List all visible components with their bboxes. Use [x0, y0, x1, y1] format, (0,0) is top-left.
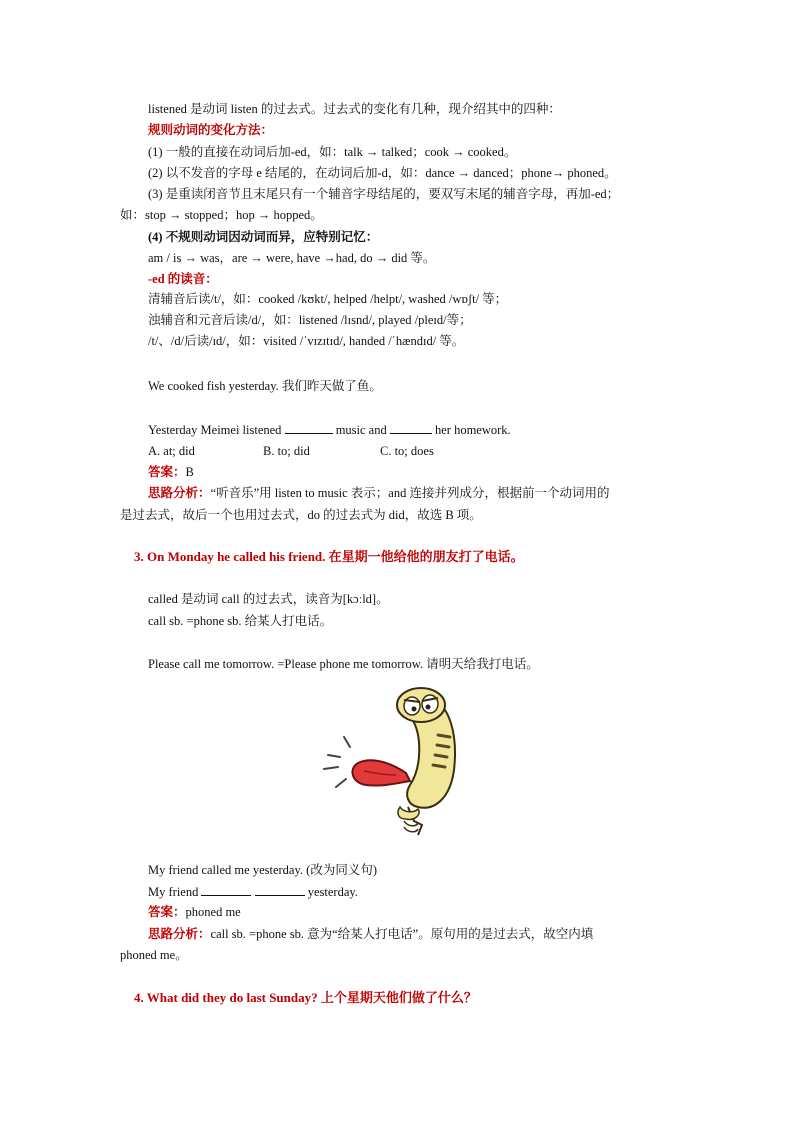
ed-rule-2: 浊辅音和元音后读/d/，如：listened /lɪsnd/, played /pleɪd/等；	[148, 313, 472, 327]
ed-pronunciation-title: -ed 的读音：	[148, 272, 218, 286]
answer-blank	[285, 422, 333, 434]
intro-line: listened 是动词 listen 的过去式。过去式的变化有几种，现介绍其中的四种：	[148, 102, 561, 116]
question-text: yesterday.	[307, 885, 358, 899]
option-c: C. to; does	[380, 444, 434, 458]
cartoon-telephone-handset-icon	[318, 675, 478, 840]
regular-verbs-title: 规则动词的变化方法：	[148, 123, 274, 137]
question-text: her homework.	[434, 423, 511, 437]
analysis-text: call sb. =phone sb. 意为“给某人打电话”。原句用的是过去式，故空内填	[210, 927, 594, 941]
analysis-continued: phoned me。	[120, 948, 188, 962]
answer-value: B	[185, 465, 194, 479]
answer-label: 答案：	[148, 465, 186, 479]
rule-3-line1: (3) 是重读闭音节且末尾只有一个辅音字母结尾的，要双写末尾的辅音字母，再加-ed；	[148, 187, 620, 201]
ed-rule-1: 清辅音后读/t/，如：cooked /kʊkt/, helped /helpt/, washed /wɒʃt/ 等；	[148, 292, 508, 306]
analysis-line	[148, 485, 609, 501]
call-phone-note: call sb. =phone sb. 给某人打电话。	[148, 614, 333, 628]
exercise-question	[148, 422, 511, 438]
called-note: called 是动词 call 的过去式，读音为[kɔːld]。	[148, 592, 389, 606]
exercise-2-instruction: My friend called me yesterday. (改为同义句)	[148, 863, 377, 877]
example-sentence: We cooked fish yesterday. 我们昨天做了鱼。	[148, 379, 382, 393]
call-example: Please call me tomorrow. =Please phone me tomorrow. 请明天给我打电话。	[148, 657, 539, 671]
option-a: A. at; did	[148, 444, 195, 458]
question-text: music and	[335, 423, 387, 437]
question-text: My friend	[148, 885, 199, 899]
option-b: B. to; did	[263, 444, 310, 458]
section-3-heading: 3. On Monday he called his friend. 在星期一他给他的朋友打了电话。	[134, 549, 524, 564]
answer-blank	[390, 422, 432, 434]
answer-value: phoned me	[185, 905, 241, 919]
analysis-continued: 是过去式，故后一个也用过去式，do 的过去式为 did，故选 B 项。	[120, 508, 482, 522]
rule-4: (4) 不规则动词因动词而异，应特别记忆：	[148, 230, 379, 244]
rule-3-line2: 如：stop → stopped；hop → hopped。	[120, 208, 323, 222]
analysis-label: 思路分析：	[148, 927, 211, 941]
answer-line	[148, 904, 241, 920]
analysis-label: 思路分析：	[148, 486, 211, 500]
answer-blank	[255, 884, 305, 896]
ed-rule-3: /t/、/d/后读/ɪd/，如：visited /ˈvɪzɪtɪd/, handed /ˈhændɪd/ 等。	[148, 334, 465, 348]
rule-1: (1) 一般的直接在动词后加-ed，如：talk → talked；cook → cooked。	[148, 145, 517, 159]
answer-label: 答案：	[148, 905, 186, 919]
answer-line	[148, 464, 194, 480]
rule-2: (2) 以不发音的字母 e 结尾的，在动词后加-d，如：dance → danced；phone→ phoned。	[148, 166, 617, 180]
analysis-text: “听音乐”用 listen to music 表示；and 连接并列成分，根据前一个动词用的	[210, 486, 610, 500]
answer-blank	[201, 884, 251, 896]
section-4-heading: 4. What did they do last Sunday? 上个星期天他们做了什么？	[134, 990, 477, 1005]
question-text: Yesterday Meimei listened	[148, 423, 282, 437]
irregular-examples: am / is → was，are → were, have →had, do → did 等。	[148, 251, 436, 265]
exercise-2-question	[148, 884, 358, 900]
analysis-line	[148, 926, 593, 942]
